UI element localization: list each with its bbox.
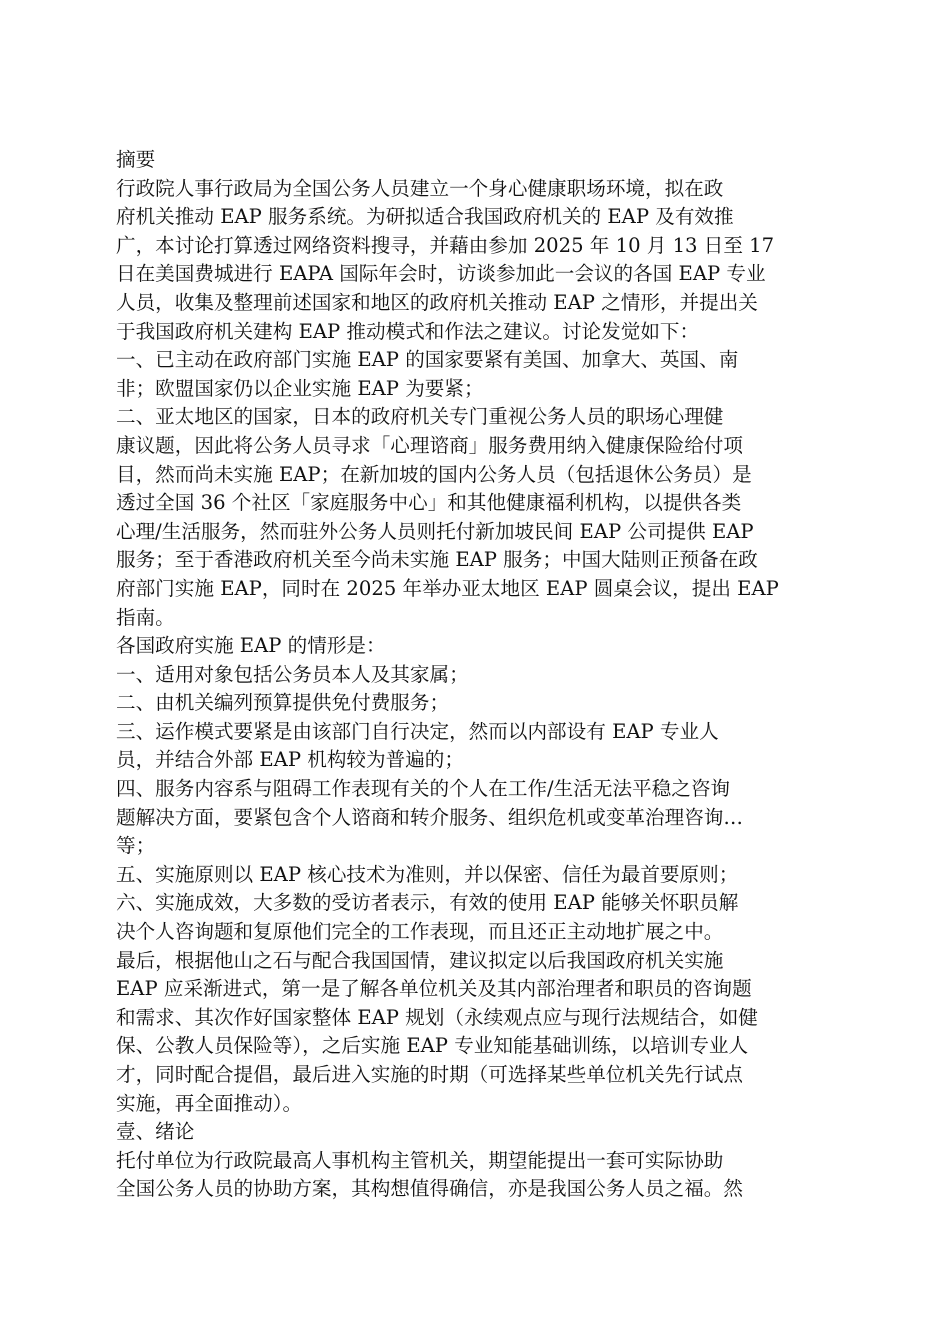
text-line: 题解决方面，要紧包含个人谘商和转介服务、组织危机或变革治理咨询…	[116, 805, 743, 829]
text-line: EAP 应采渐进式，第一是了解各单位机关及其内部治理者和职员的咨询题	[116, 977, 752, 1001]
text-line: 决个人咨询题和复原他们完全的工作表现，而且还正主动地扩展之中。	[116, 920, 724, 944]
text-line: 三、运作模式要紧是由该部门自行决定，然而以内部设有 EAP 专业人	[116, 719, 719, 743]
text-line: 壹、绪论	[116, 1120, 195, 1144]
text-line: 才，同时配合提倡，最后进入实施的时期（可选择某些单位机关先行试点	[116, 1063, 743, 1086]
text-line: 透过全国 36 个社区「家庭服务中心」和其他健康福利机构，以提供各类	[116, 491, 742, 515]
text-line: 服务；至于香港政府机关至今尚未实施 EAP 服务；中国大陆则正预备在政	[116, 548, 758, 572]
text-line: 和需求、其次作好国家整体 EAP 规划（永续观点应与现行法规结合，如健	[116, 1005, 758, 1029]
text-line: 府机关推动 EAP 服务系统。为研拟适合我国政府机关的 EAP 及有效推	[116, 205, 734, 229]
text-line: 二、由机关编列预算提供免付费服务；	[116, 691, 450, 715]
text-line: 一、已主动在政府部门实施 EAP 的国家要紧有美国、加拿大、英国、南	[116, 348, 739, 372]
text-line: 二、亚太地区的国家，日本的政府机关专门重视公务人员的职场心理健	[116, 405, 724, 429]
text-line: 五、实施原则以 EAP 核心技术为准则，并以保密、信任为最首要原则；	[116, 862, 739, 886]
text-line: 指南。	[116, 605, 175, 629]
text-line: 保、公教人员保险等），之后实施 EAP 专业知能基础训练，以培训专业人	[116, 1034, 749, 1058]
text-line: 府部门实施 EAP，同时在 2025 年举办亚太地区 EAP 圆桌会议，提出 EAP	[116, 576, 779, 600]
text-line: 等；	[116, 834, 156, 858]
text-line: 摘要	[116, 148, 156, 171]
text-line: 行政院人事行政局为全国公务人员建立一个身心健康职场环境，拟在政	[116, 176, 724, 200]
text-line: 四、服务内容系与阻碍工作表现有关的个人在工作/生活无法平稳之咨询	[116, 777, 731, 801]
text-line: 六、实施成效，大多数的受访者表示，有效的使用 EAP 能够关怀职员解	[116, 891, 739, 915]
text-line: 日在美国费城进行 EAPA 国际年会时，访谈参加此一会议的各国 EAP 专业	[116, 262, 766, 286]
text-line: 最后，根据他山之石与配合我国国情，建议拟定以后我国政府机关实施	[116, 948, 724, 972]
text-line: 一、适用对象包括公务员本人及其家属；	[116, 662, 469, 686]
text-line: 非；欧盟国家仍以企业实施 EAP 为要紧；	[116, 376, 484, 400]
text-line: 于我国政府机关建构 EAP 推动模式和作法之建议。讨论发觉如下：	[116, 319, 700, 343]
text-line: 托付单位为行政院最高人事机构主管机关，期望能提出一套可实际协助	[116, 1148, 724, 1172]
text-line: 康议题，因此将公务人员寻求「心理谘商」服务费用纳入健康保险给付项	[116, 433, 743, 457]
text-line: 目，然而尚未实施 EAP；在新加坡的国内公务人员（包括退休公务员）是	[116, 462, 752, 486]
text-line: 员，并结合外部 EAP 机构较为普遍的；	[116, 748, 464, 772]
text-line: 人员，收集及整理前述国家和地区的政府机关推动 EAP 之情形，并提出关	[116, 290, 758, 314]
text-line: 实施，再全面推动）。	[116, 1091, 303, 1115]
text-line: 全国公务人员的协助方案，其构想值得确信，亦是我国公务人员之福。然	[116, 1177, 743, 1201]
document-body	[116, 146, 832, 1204]
text-line: 各国政府实施 EAP 的情形是：	[116, 634, 386, 658]
text-line: 心理/生活服务，然而驻外公务人员则托付新加坡民间 EAP 公司提供 EAP	[116, 519, 754, 543]
text-line: 广，本讨论打算透过网络资料搜寻，并藉由参加 2025 年 10 月 13 日至 17	[116, 233, 775, 257]
